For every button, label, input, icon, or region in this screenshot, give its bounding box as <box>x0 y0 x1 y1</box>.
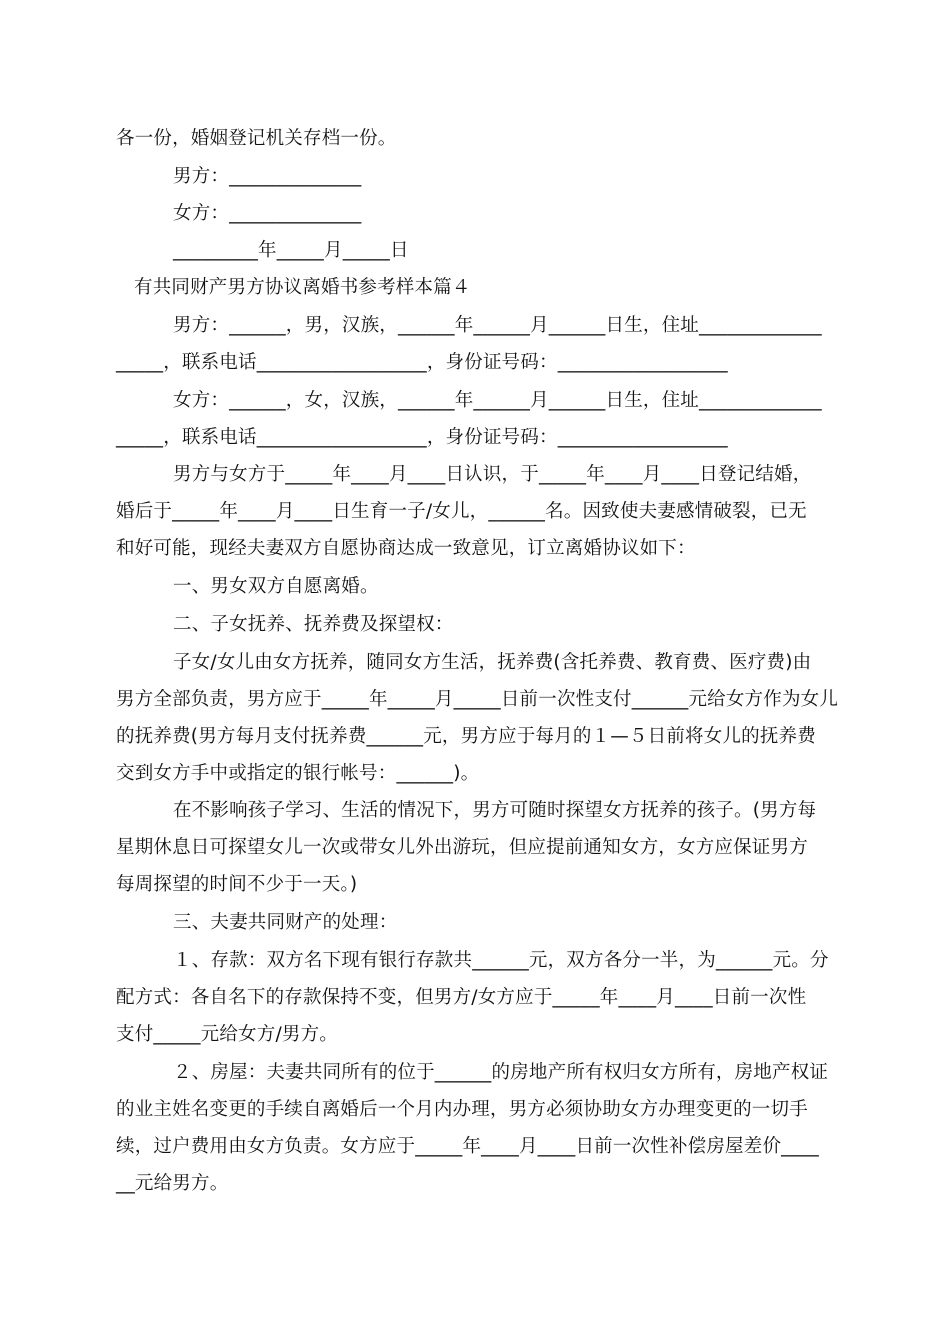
paragraph-line: 每周探望的时间不少于一天。) <box>116 874 358 895</box>
paragraph-line: １、存款：双方名下现有银行存款共______元，双方各分一半，为______元。分 <box>173 950 829 971</box>
female-party-line: 女方：______，女，汉族，______年______月______日生，住址_____________ <box>173 390 822 411</box>
paragraph-line: 星期休息日可探望女儿一次或带女儿外出游玩，但应提前通知女方，女方应保证男方 <box>116 837 808 858</box>
male-signature-line: 男方：______________ <box>173 166 362 187</box>
paragraph-line: 续，过户费用由女方负责。女方应于_____年____月____日前一次性补偿房屋差价____ <box>116 1136 819 1157</box>
clause-heading: 三、夫妻共同财产的处理： <box>173 912 398 933</box>
copies-line: 各一份，婚姻登记机关存档一份。 <box>116 128 397 149</box>
date-line: _________年_____月_____日 <box>173 240 409 261</box>
paragraph-line: 男方与女方于_____年____月____日认识，于_____年____月____日登记结婚， <box>173 464 812 485</box>
paragraph-line: __元给男方。 <box>116 1173 229 1194</box>
paragraph-line: 子女/女儿由女方抚养，随同女方生活，抚养费(含托养费、教育费、医疗费)由 <box>173 652 812 673</box>
male-party-contact-line: _____，联系电话__________________，身份证号码：__________________ <box>116 352 728 373</box>
section-title: 有共同财产男方协议离婚书参考样本篇４ <box>134 277 471 298</box>
male-party-line: 男方：______，男，汉族，______年______月______日生，住址_____________ <box>173 315 822 336</box>
clause-heading: 一、男女双方自愿离婚。 <box>173 576 379 597</box>
paragraph-line: 的业主姓名变更的手续自离婚后一个月内办理，男方必须协助女方办理变更的一切手 <box>116 1099 808 1120</box>
female-party-contact-line: _____，联系电话__________________，身份证号码：__________________ <box>116 427 728 448</box>
paragraph-line: ２、房屋：夫妻共同所有的位于______的房地产所有权归女方所有，房地产权证 <box>173 1062 829 1083</box>
female-signature-line: 女方：______________ <box>173 203 362 224</box>
paragraph-line: 的抚养费(男方每月支付抚养费______元，男方应于每月的１—５日前将女儿的抚养费 <box>116 726 816 747</box>
clause-heading: 二、子女抚养、抚养费及探望权： <box>173 614 454 635</box>
paragraph-line: 交到女方手中或指定的银行帐号：______)。 <box>116 763 480 784</box>
paragraph-line: 配方式：各自名下的存款保持不变，但男方/女方应于_____年____月____日前一次性 <box>116 987 807 1008</box>
paragraph-line: 男方全部负责，男方应于_____年_____月_____日前一次性支付______元给女方作为女儿 <box>116 689 839 710</box>
paragraph-line: 在不影响孩子学习、生活的情况下，男方可随时探望女方抚养的孩子。(男方每 <box>173 800 817 821</box>
paragraph-line: 婚后于_____年____月____日生育一子/女儿，______名。因致使夫妻感情破裂，已无 <box>116 501 807 522</box>
paragraph-line: 支付_____元给女方/男方。 <box>116 1024 338 1045</box>
paragraph-line: 和好可能，现经夫妻双方自愿协商达成一致意见，订立离婚协议如下： <box>116 538 696 559</box>
